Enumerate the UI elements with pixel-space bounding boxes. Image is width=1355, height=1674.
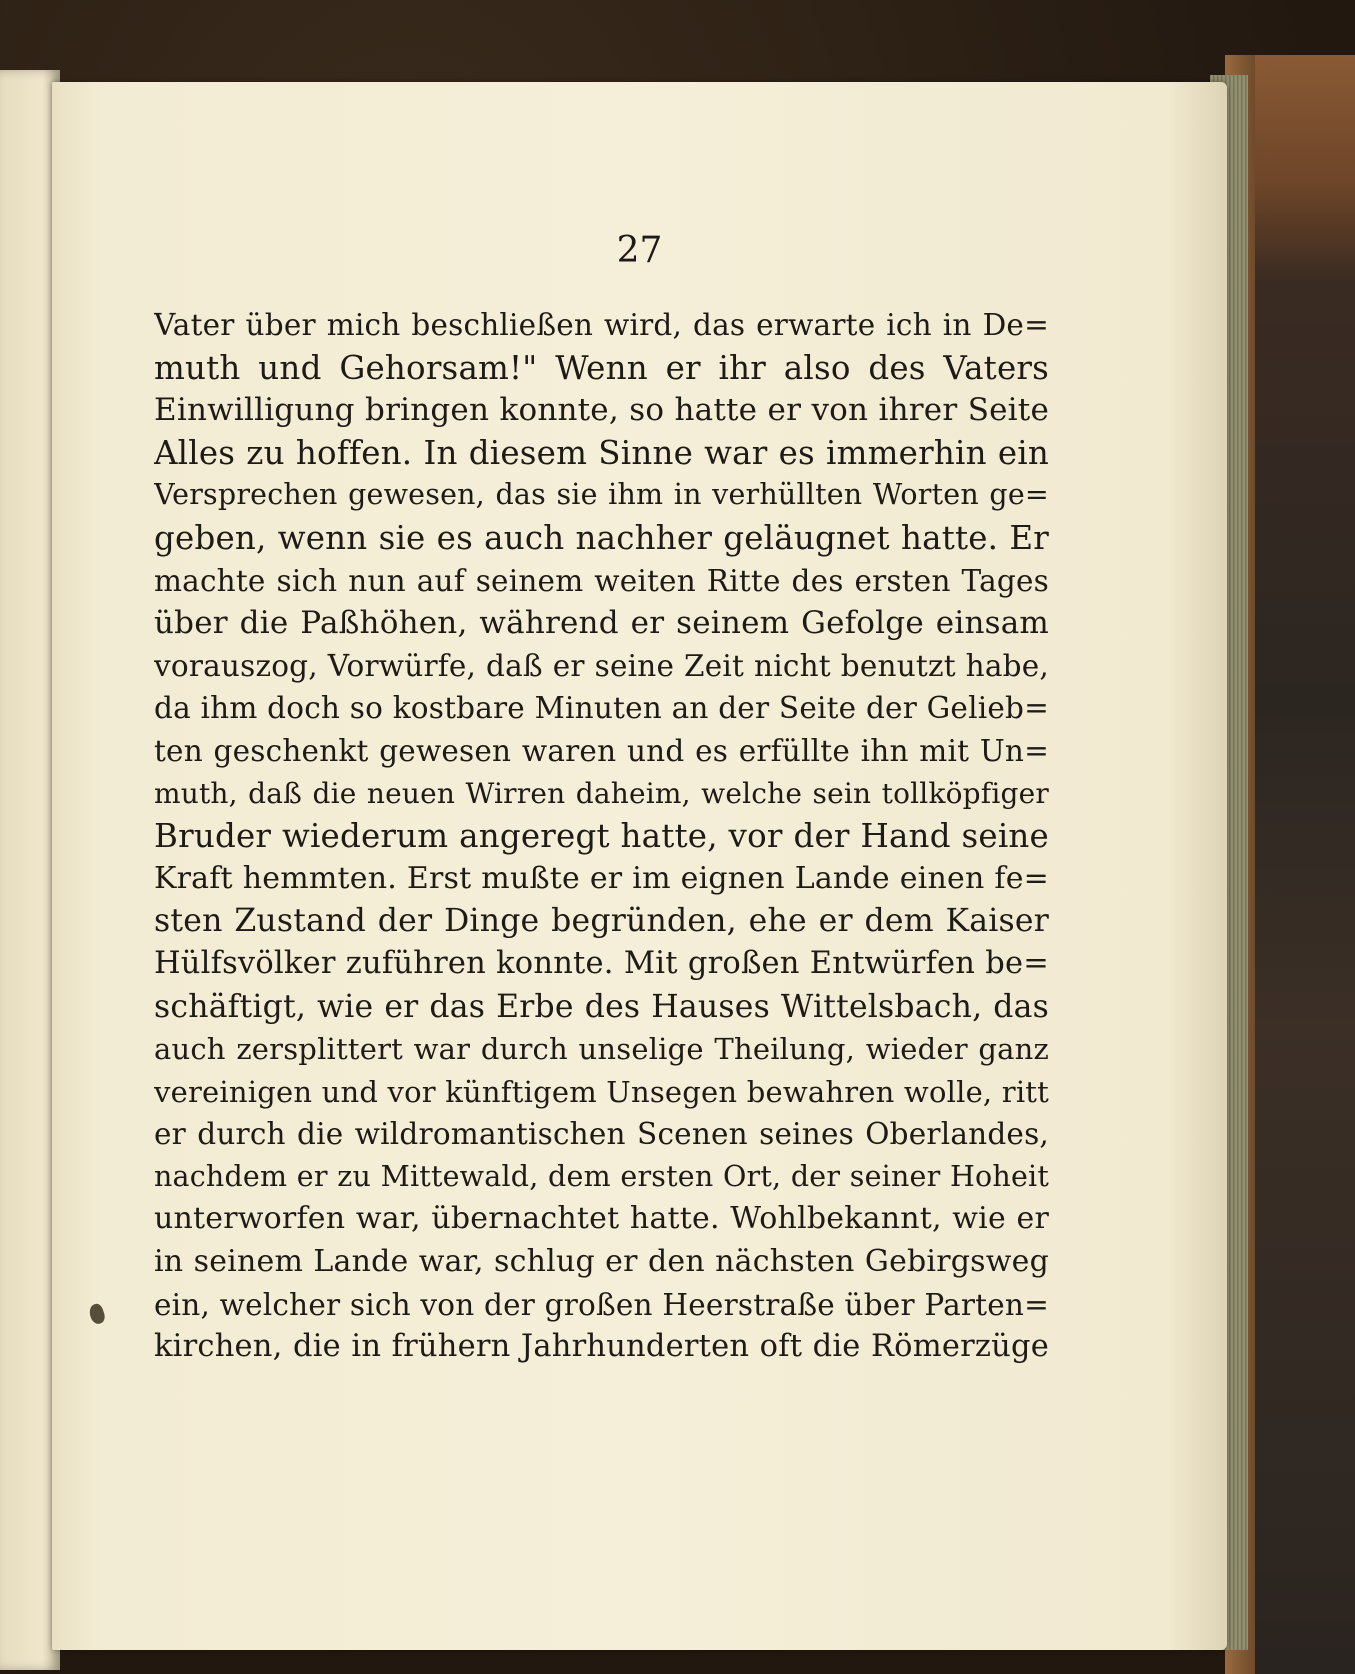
- text-line: ein, welcher sich von der großen Heerstraße über Parten=: [154, 1287, 1049, 1322]
- text-line: in seinem Lande war, schlug er den nächsten Gebirgsweg: [154, 1244, 1049, 1280]
- text-line: kirchen, die in frühern Jahrhunderten oft die Römerzüge: [154, 1329, 1049, 1365]
- text-line: ten geschenkt gewesen waren und es erfüllte ihn mit Un=: [154, 733, 1049, 768]
- text-line: Einwilligung bringen konnte, so hatte er von ihrer Seite: [154, 392, 1049, 429]
- text-line: Vater über mich beschließen wird, das erwarte ich in De=: [154, 308, 1049, 342]
- text-line: Alles zu hoffen. In diesem Sinne war es immerhin ein: [154, 433, 1049, 472]
- book-page: [52, 82, 1227, 1650]
- text-line: vereinigen und vor künftigem Unsegen bewahren wolle, ritt: [154, 1074, 1049, 1109]
- previous-page-edge: [0, 70, 60, 1670]
- ink-blot: [87, 1302, 107, 1326]
- text-line: muth und Gehorsam!" Wenn er ihr also des Vaters: [154, 348, 1049, 387]
- text-line: machte sich nun auf seinem weiten Ritte des ersten Tages: [154, 563, 1049, 598]
- page-number: 27: [616, 230, 663, 271]
- text-line: unterworfen war, übernachtet hatte. Wohlbekannt, wie er: [154, 1201, 1049, 1237]
- text-line: schäftigt, wie er das Erbe des Hauses Wittelsbach, das: [154, 988, 1049, 1025]
- text-line: nachdem er zu Mittewald, dem ersten Ort, der seiner Hoheit: [154, 1159, 1049, 1193]
- text-line: er durch die wildromantischen Scenen seines Oberlandes,: [154, 1117, 1049, 1152]
- text-line: Hülfsvölker zuführen konnte. Mit großen Entwürfen be=: [154, 945, 1049, 981]
- text-line: muth, daß die neuen Wirren daheim, welche sein tollköpfiger: [154, 776, 1049, 810]
- text-line: Bruder wiederum angeregt hatte, vor der Hand seine: [154, 817, 1049, 856]
- text-line: über die Paßhöhen, während er seinem Gefolge einsam: [154, 605, 1049, 642]
- text-line: auch zersplittert war durch unselige Theilung, wieder ganz: [154, 1032, 1049, 1067]
- body-text: [154, 304, 1049, 1369]
- text-line: vorauszog, Vorwürfe, daß er seine Zeit nicht benutzt habe,: [154, 648, 1049, 683]
- text-line: Kraft hemmten. Erst mußte er im eignen Lande einen fe=: [154, 860, 1049, 896]
- text-line: da ihm doch so kostbare Minuten an der Seite der Gelieb=: [154, 691, 1049, 726]
- text-line: sten Zustand der Dinge begründen, ehe er dem Kaiser: [154, 903, 1049, 940]
- text-line: geben, wenn sie es auch nachher geläugnet hatte. Er: [154, 518, 1049, 557]
- text-line: Versprechen gewesen, das sie ihm in verhüllten Worten ge=: [154, 478, 1049, 512]
